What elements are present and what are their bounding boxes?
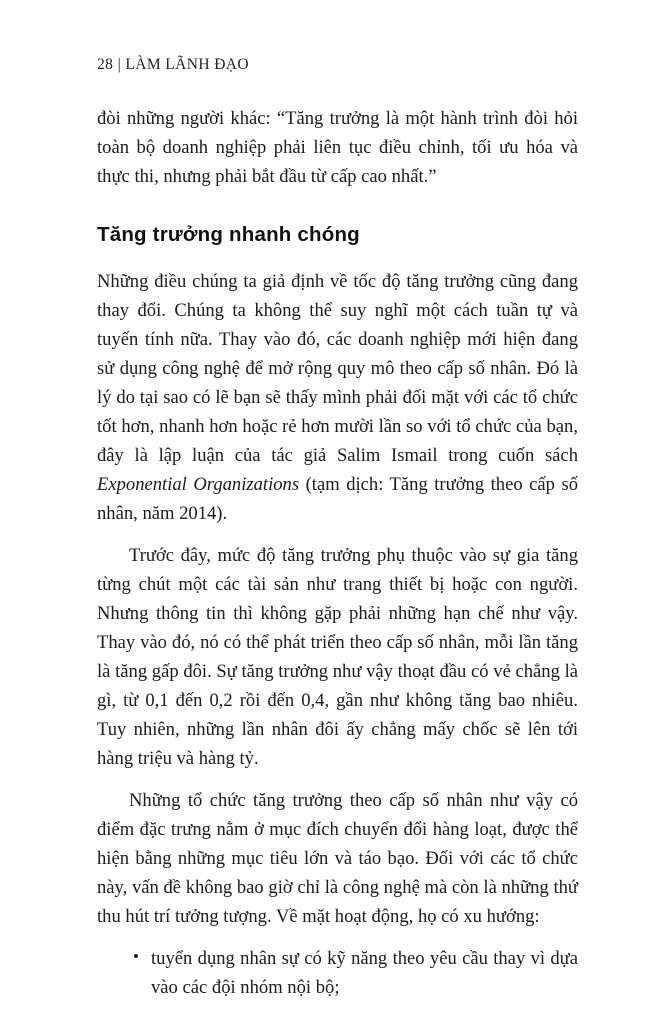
- paragraph-growth: [97, 267, 578, 528]
- book-title-italic: Exponential Organizations: [97, 474, 300, 495]
- paragraph-orgs: Những tổ chức tăng trưởng theo cấp số nhân như vậy có điểm đặc trưng nằm ở mục đích chuyển đổi hàng loạt, được thể hiện bằng những mục tiêu lớn và táo bạo. Đối với các tổ chức này, vấn đề không bao giờ chỉ là công nghệ mà còn là những thứ thu hút trí tưởng tượng. Về mặt hoạt động, họ có xu hướng:: [97, 790, 578, 927]
- section-heading: Tăng trưởng nhanh chóng: [97, 223, 360, 246]
- paragraph-growth-text-after: (tạm dịch: Tăng trưởng theo cấp số nhân, năm 2014).: [97, 474, 579, 524]
- continuation-paragraph: đòi những người khác: “Tăng trưởng là một hành trình đòi hỏi toàn bộ doanh nghiệp phải liên tục điều chỉnh, tối ưu hóa và thực thi, nhưng phải bắt đầu từ cấp cao nhất.”: [97, 108, 578, 187]
- paragraph-past: Trước đây, mức độ tăng trưởng phụ thuộc vào sự gia tăng từng chút một các tài sản như trang thiết bị hoặc con người. Nhưng thông tin thì không gặp phải những hạn chế như vậy. Thay vào đó, nó có thể phát triển theo cấp số nhân, mỗi lần tăng là tăng gấp đôi. Sự tăng trưởng như vậy thoạt đầu có vẻ chẳng là gì, từ 0,1 đến 0,2 rồi đến 0,4, gần như không tăng bao nhiêu. Tuy nhiên, những lần nhân đôi ấy chẳng mấy chốc sẽ lên tới hàng triệu và hàng tỷ.: [97, 545, 578, 769]
- bullet-item: • tuyển dụng nhân sự có kỹ năng theo yêu cầu thay vì dựa vào các đội nhóm nội bộ;: [133, 944, 578, 1002]
- bullet-list: [97, 944, 578, 1002]
- running-header: 28 | LÀM LÃNH ĐẠO: [97, 56, 249, 73]
- paragraph-growth-text-before: Những điều chúng ta giả định về tốc độ tăng trưởng cũng đang thay đổi. Chúng ta không thể suy nghĩ một cách tuần tự và tuyến tính nữa. Thay vào đó, các doanh nghiệp mới hiện đang sử dụng công nghệ để mở rộng quy mô theo cấp số nhân. Đó là lý do tại sao có lẽ bạn sẽ thấy mình phải đối mặt với các tổ chức tốt hơn, nhanh hơn hoặc rẻ hơn mười lần so với tổ chức của bạn, đây là lập luận của tác giả Salim Ismail trong cuốn sách: [97, 271, 578, 466]
